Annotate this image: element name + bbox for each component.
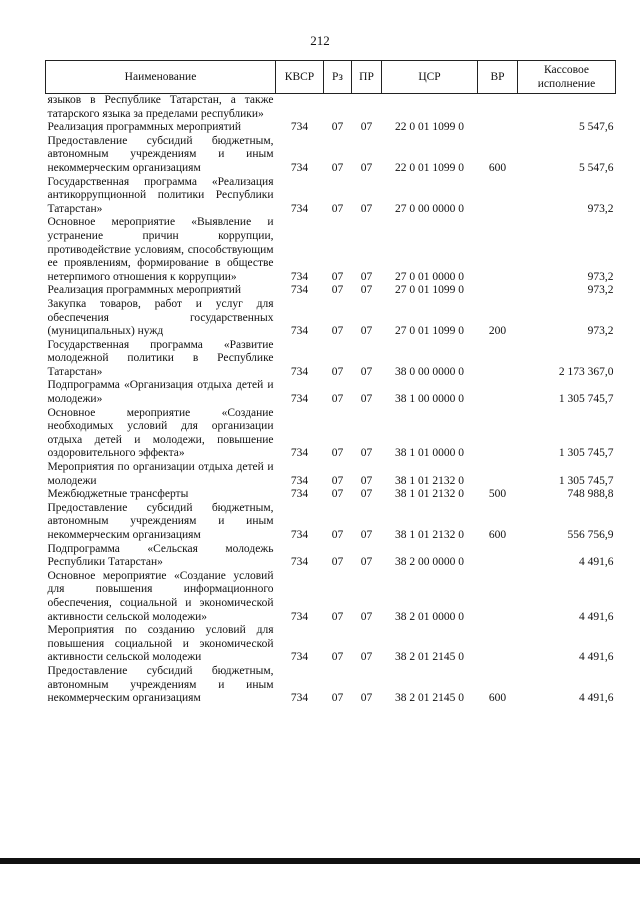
cell-rz: 07 [331, 393, 344, 406]
table-row [46, 339, 616, 380]
cell-pr: 07 [360, 651, 373, 664]
cell-name: Подпрограмма «Организация отдыха детей и молодежи» [47, 379, 274, 406]
cell-csr: 38 1 01 0000 0 [395, 447, 464, 460]
header-rz: Рз [324, 61, 352, 94]
cell-pr: 07 [360, 393, 373, 406]
table-row [46, 176, 616, 217]
table-row [46, 570, 616, 624]
cell-vr [478, 624, 518, 665]
cell-vr: 600 [488, 692, 507, 705]
cell-name: Основное мероприятие «Выявление и устранение причин коррупции, противодействие условиям, способствующим ее проявлениям, формирование в обществе нетерпимого отношения к коррупции» [47, 216, 274, 283]
cell-vr [478, 339, 518, 380]
cell-kvsr: 734 [290, 121, 309, 134]
cell-csr: 38 1 00 0000 0 [395, 393, 464, 406]
cell-pr: 07 [360, 488, 373, 501]
cell-rz: 07 [331, 488, 344, 501]
cell-pr: 07 [360, 447, 373, 460]
table-row [46, 379, 616, 406]
table-row [46, 543, 616, 570]
cell-amount: 5 547,6 [579, 161, 614, 174]
bottom-border-line [0, 858, 640, 864]
cell-amount [518, 94, 616, 122]
cell-name: Межбюджетные трансферты [47, 488, 189, 501]
cell-pr: 07 [360, 529, 373, 541]
header-name: Наименование [46, 61, 276, 94]
header-kvsr: КВСР [276, 61, 324, 94]
cell-rz: 07 [331, 365, 344, 378]
cell-vr [478, 461, 518, 488]
cell-csr: 38 2 00 0000 0 [395, 556, 464, 569]
cell-amount: 1 305 745,7 [558, 474, 614, 487]
cell-vr [478, 94, 518, 122]
cell-csr: 38 2 01 0000 0 [395, 610, 464, 623]
cell-csr: 22 0 01 1099 0 [395, 121, 464, 134]
cell-amount: 2 173 367,0 [558, 365, 614, 378]
cell-kvsr: 734 [290, 651, 309, 664]
cell-amount: 556 756,9 [567, 529, 614, 541]
cell-rz: 07 [331, 202, 344, 215]
page-number: 212 [310, 33, 330, 48]
cell-rz: 07 [331, 121, 344, 134]
cell-kvsr: 734 [290, 610, 309, 623]
cell-name: Реализация программных мероприятий [47, 121, 242, 134]
cell-name: Основное мероприятие «Создание условий для повышения информационного обеспечения, социальной и экономической активности сельской молодежи» [47, 569, 274, 623]
cell-rz: 07 [331, 284, 344, 297]
table-row [46, 624, 616, 665]
cell-csr: 38 1 01 2132 0 [395, 474, 464, 487]
cell-amount: 5 547,6 [579, 121, 614, 134]
header-amount: Кассовое исполнение [518, 61, 616, 94]
cell-vr [478, 379, 518, 406]
cell-name: Подпрограмма «Сельская молодежь Республики Татарстан» [47, 542, 274, 569]
cell-amount: 973,2 [587, 284, 614, 297]
cell-csr: 27 0 01 0000 0 [395, 270, 464, 283]
cell-rz: 07 [331, 161, 344, 174]
cell-kvsr: 734 [290, 284, 309, 297]
table-header-row [46, 61, 616, 94]
cell-pr: 07 [360, 270, 373, 283]
cell-csr: 27 0 00 0000 0 [395, 202, 464, 215]
cell-vr: 600 [488, 161, 507, 174]
cell-amount: 4 491,6 [579, 651, 614, 664]
cell-rz: 07 [331, 270, 344, 283]
cell-vr: 600 [488, 529, 507, 541]
cell-vr [478, 121, 518, 135]
cell-rz: 07 [331, 556, 344, 569]
cell-pr: 07 [360, 610, 373, 623]
cell-pr: 07 [360, 556, 373, 569]
budget-execution-table [45, 60, 616, 706]
cell-kvsr: 734 [290, 325, 309, 338]
cell-name: Основное мероприятие «Создание необходимых условий для организации отдыха детей и молодежи, повышение оздоровительного эффекта» [47, 406, 274, 460]
cell-csr [382, 94, 478, 122]
cell-amount: 4 491,6 [579, 556, 614, 569]
cell-vr [478, 176, 518, 217]
cell-amount: 4 491,6 [579, 610, 614, 623]
cell-amount: 973,2 [587, 270, 614, 283]
cell-pr: 07 [360, 202, 373, 215]
cell-name: Закупка товаров, работ и услуг для обеспечения государственных (муниципальных) нужд [47, 297, 274, 338]
cell-amount: 973,2 [587, 202, 614, 215]
cell-pr: 07 [360, 161, 373, 174]
cell-csr: 38 0 00 0000 0 [395, 365, 464, 378]
cell-kvsr: 734 [290, 529, 309, 541]
cell-kvsr: 734 [290, 447, 309, 460]
cell-rz: 07 [331, 692, 344, 705]
cell-rz: 07 [331, 651, 344, 664]
cell-csr: 38 1 01 2132 0 [395, 529, 464, 541]
table-body [46, 94, 616, 706]
header-pr: ПР [352, 61, 382, 94]
table-row [46, 94, 616, 122]
table-row [46, 121, 616, 135]
cell-name: языков в Республике Татарстан, а также татарского языка за пределами республики» [47, 94, 274, 120]
cell-name: Мероприятия по созданию условий для повышения социальной и экономической активности сельской молодежи [47, 624, 274, 664]
cell-amount: 4 491,6 [579, 692, 614, 705]
header-vr: ВР [478, 61, 518, 94]
cell-csr: 38 1 01 2132 0 [395, 488, 464, 501]
cell-kvsr: 734 [290, 488, 309, 501]
cell-name: Предоставление субсидий бюджетным, автономным учреждениям и иным некоммерческим организациям [47, 501, 274, 541]
cell-kvsr: 734 [290, 161, 309, 174]
cell-amount: 973,2 [587, 325, 614, 338]
cell-rz: 07 [331, 529, 344, 541]
cell-name: Государственная программа «Реализация антикоррупционной политики Республики Татарстан» [47, 175, 274, 215]
cell-pr: 07 [360, 365, 373, 378]
table-row [46, 298, 616, 339]
cell-vr [478, 216, 518, 284]
cell-pr: 07 [360, 325, 373, 338]
cell-csr: 27 0 01 1099 0 [395, 284, 464, 297]
cell-kvsr: 734 [290, 692, 309, 705]
table-row [46, 461, 616, 488]
cell-name: Предоставление субсидий бюджетным, автономным учреждениям и иным некоммерческим организациям [47, 134, 274, 174]
cell-vr [478, 543, 518, 570]
cell-kvsr: 734 [290, 202, 309, 215]
cell-vr [478, 570, 518, 624]
cell-vr: 200 [488, 325, 507, 338]
cell-name: Государственная программа «Развитие молодежной политики в Республике Татарстан» [47, 338, 274, 378]
cell-csr: 38 2 01 2145 0 [395, 651, 464, 664]
cell-amount: 748 988,8 [567, 488, 614, 501]
cell-pr: 07 [360, 474, 373, 487]
cell-name: Предоставление субсидий бюджетным, автономным учреждениям и иным некоммерческим организациям [47, 664, 274, 705]
cell-kvsr: 734 [290, 365, 309, 378]
cell-csr: 27 0 01 1099 0 [395, 325, 464, 338]
cell-rz: 07 [331, 447, 344, 460]
cell-pr [352, 94, 382, 122]
cell-rz [324, 94, 352, 122]
table-row [46, 407, 616, 461]
cell-pr: 07 [360, 121, 373, 134]
cell-kvsr: 734 [290, 474, 309, 487]
cell-pr: 07 [360, 284, 373, 297]
table-row [46, 502, 616, 543]
cell-name: Мероприятия по организации отдыха детей и молодежи [47, 461, 274, 487]
cell-name: Реализация программных мероприятий [47, 284, 242, 297]
table-row [46, 488, 616, 502]
table-row [46, 216, 616, 284]
table-row [46, 665, 616, 706]
table-row [46, 284, 616, 298]
header-csr: ЦСР [382, 61, 478, 94]
cell-amount: 1 305 745,7 [558, 393, 614, 406]
cell-amount: 1 305 745,7 [558, 447, 614, 460]
cell-rz: 07 [331, 610, 344, 623]
cell-kvsr [276, 94, 324, 122]
cell-rz: 07 [331, 325, 344, 338]
cell-pr: 07 [360, 692, 373, 705]
cell-csr: 22 0 01 1099 0 [395, 161, 464, 174]
cell-vr: 500 [488, 488, 507, 501]
cell-csr: 38 2 01 2145 0 [395, 692, 464, 705]
cell-vr [478, 284, 518, 298]
cell-rz: 07 [331, 474, 344, 487]
table-row [46, 135, 616, 176]
cell-vr [478, 407, 518, 461]
cell-kvsr: 734 [290, 393, 309, 406]
cell-kvsr: 734 [290, 556, 309, 569]
cell-kvsr: 734 [290, 270, 309, 283]
